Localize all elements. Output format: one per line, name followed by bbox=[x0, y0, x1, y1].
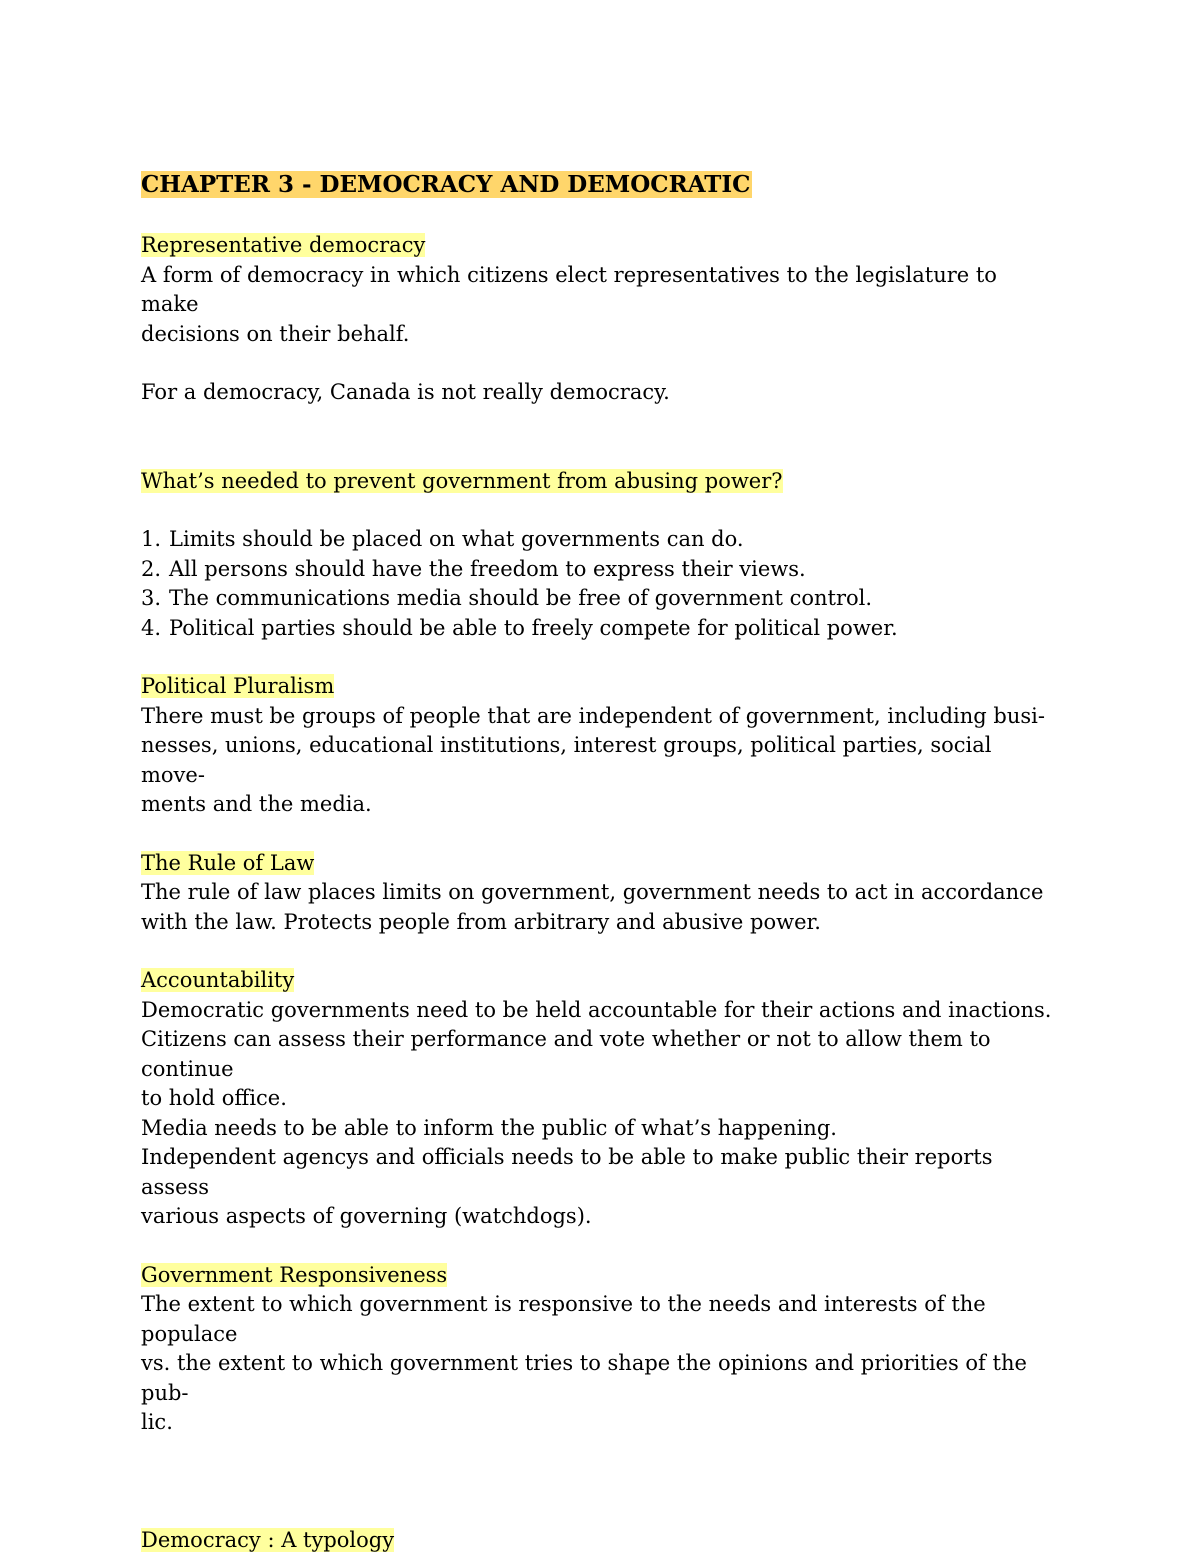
body-line: Media needs to be able to inform the public of what’s happening. bbox=[141, 1114, 1061, 1144]
body-line: lic. bbox=[141, 1408, 1061, 1438]
body-line: A form of democracy in which citizens elect representatives to the legislature to make bbox=[141, 261, 1061, 320]
list-number: 2. bbox=[141, 555, 161, 585]
list-item bbox=[141, 614, 1061, 644]
body-line: with the law. Protects people from arbitrary and abusive power. bbox=[141, 908, 1061, 938]
section-heading-prevent-abuse: What’s needed to prevent government from abusing power? bbox=[141, 467, 1061, 497]
body-line: various aspects of governing (watchdogs). bbox=[141, 1202, 1061, 1232]
section-heading-representative-democracy: Representative democracy bbox=[141, 231, 1061, 261]
body-note: For a democracy, Canada is not really democracy. bbox=[141, 378, 1061, 408]
list-number: 4. bbox=[141, 614, 161, 644]
section-heading-government-responsiveness: Government Responsiveness bbox=[141, 1261, 1061, 1291]
section-heading-rule-of-law: The Rule of Law bbox=[141, 849, 1061, 879]
body-line: ments and the media. bbox=[141, 790, 1061, 820]
body-line: The extent to which government is responsive to the needs and interests of the populace bbox=[141, 1290, 1061, 1349]
chapter-title: CHAPTER 3 - DEMOCRACY AND DEMOCRATIC bbox=[141, 168, 1061, 202]
list-text: Limits should be placed on what governments can do. bbox=[169, 527, 744, 551]
body-line: to hold office. bbox=[141, 1084, 1061, 1114]
list-text: The communications media should be free of government control. bbox=[169, 586, 872, 610]
document-content bbox=[141, 168, 1061, 1555]
body-line: nesses, unions, educational institutions, interest groups, political parties, social move- bbox=[141, 731, 1061, 790]
section-heading-accountability: Accountability bbox=[141, 966, 1061, 996]
body-line: decisions on their behalf. bbox=[141, 320, 1061, 350]
list-number: 1. bbox=[141, 525, 161, 555]
list-text: Political parties should be able to freely compete for political power. bbox=[169, 616, 898, 640]
list-item bbox=[141, 555, 1061, 585]
body-line: Citizens can assess their performance and vote whether or not to allow them to continue bbox=[141, 1025, 1061, 1084]
body-line: Independent agencys and officials needs to be able to make public their reports assess bbox=[141, 1143, 1061, 1202]
body-line: The rule of law places limits on government, government needs to act in accordance bbox=[141, 878, 1061, 908]
list-item bbox=[141, 584, 1061, 614]
list-number: 3. bbox=[141, 584, 161, 614]
section-heading-democracy-typology: Democracy : A typology bbox=[141, 1526, 1061, 1555]
body-line: Democratic governments need to be held accountable for their actions and inactions. bbox=[141, 996, 1061, 1026]
section-heading-political-pluralism: Political Pluralism bbox=[141, 672, 1061, 702]
body-line: vs. the extent to which government tries to shape the opinions and priorities of the pub- bbox=[141, 1349, 1061, 1408]
list-item bbox=[141, 525, 1061, 555]
body-line: There must be groups of people that are independent of government, including busi- bbox=[141, 702, 1061, 732]
list-text: All persons should have the freedom to express their views. bbox=[169, 557, 806, 581]
numbered-list bbox=[141, 525, 1061, 643]
